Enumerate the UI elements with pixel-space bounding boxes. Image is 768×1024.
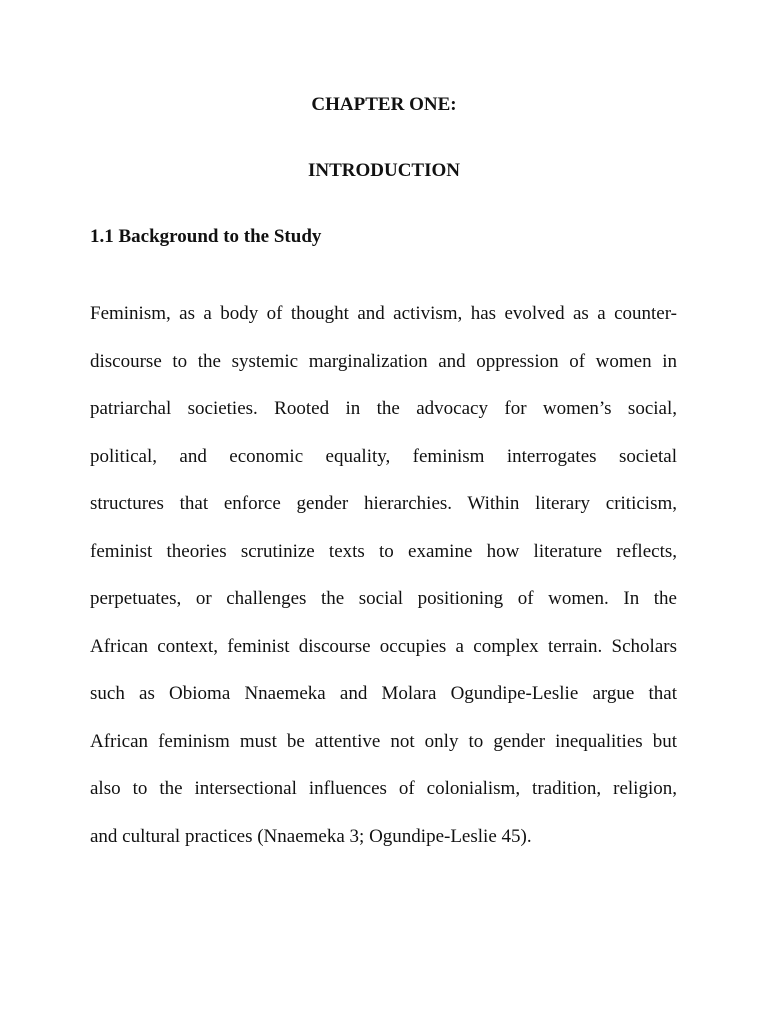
paragraph-line: also to the intersectional influences of colonialism, tradition, religion,	[90, 778, 677, 799]
paragraph-line: political, and economic equality, feminism interrogates societal	[90, 445, 677, 467]
section-heading: 1.1 Background to the Study	[90, 226, 322, 247]
paragraph-line: patriarchal societies. Rooted in the advocacy for women’s social,	[90, 398, 677, 419]
paragraph-line: African feminism must be attentive not only to gender inequalities but	[90, 730, 677, 752]
chapter-title: INTRODUCTION	[307, 160, 461, 181]
paragraph-line: feminist theories scrutinize texts to examine how literature reflects,	[90, 540, 677, 562]
paragraph-line: perpetuates, or challenges the social positioning of women. In the	[90, 588, 677, 609]
paragraph-line: Feminism, as a body of thought and activism, has evolved as a counter-	[90, 303, 677, 324]
paragraph-line: African context, feminist discourse occupies a complex terrain. Scholars	[90, 635, 677, 657]
body-paragraph	[90, 290, 677, 860]
chapter-label: CHAPTER ONE:	[311, 94, 457, 115]
paragraph-line: structures that enforce gender hierarchies. Within literary criticism,	[90, 493, 677, 514]
paragraph-line: and cultural practices (Nnaemeka 3; Ogundipe-Leslie 45).	[90, 825, 532, 847]
paragraph-line: such as Obioma Nnaemeka and Molara Ogundipe-Leslie argue that	[90, 683, 677, 704]
paragraph-line: discourse to the systemic marginalization and oppression of women in	[90, 350, 677, 372]
